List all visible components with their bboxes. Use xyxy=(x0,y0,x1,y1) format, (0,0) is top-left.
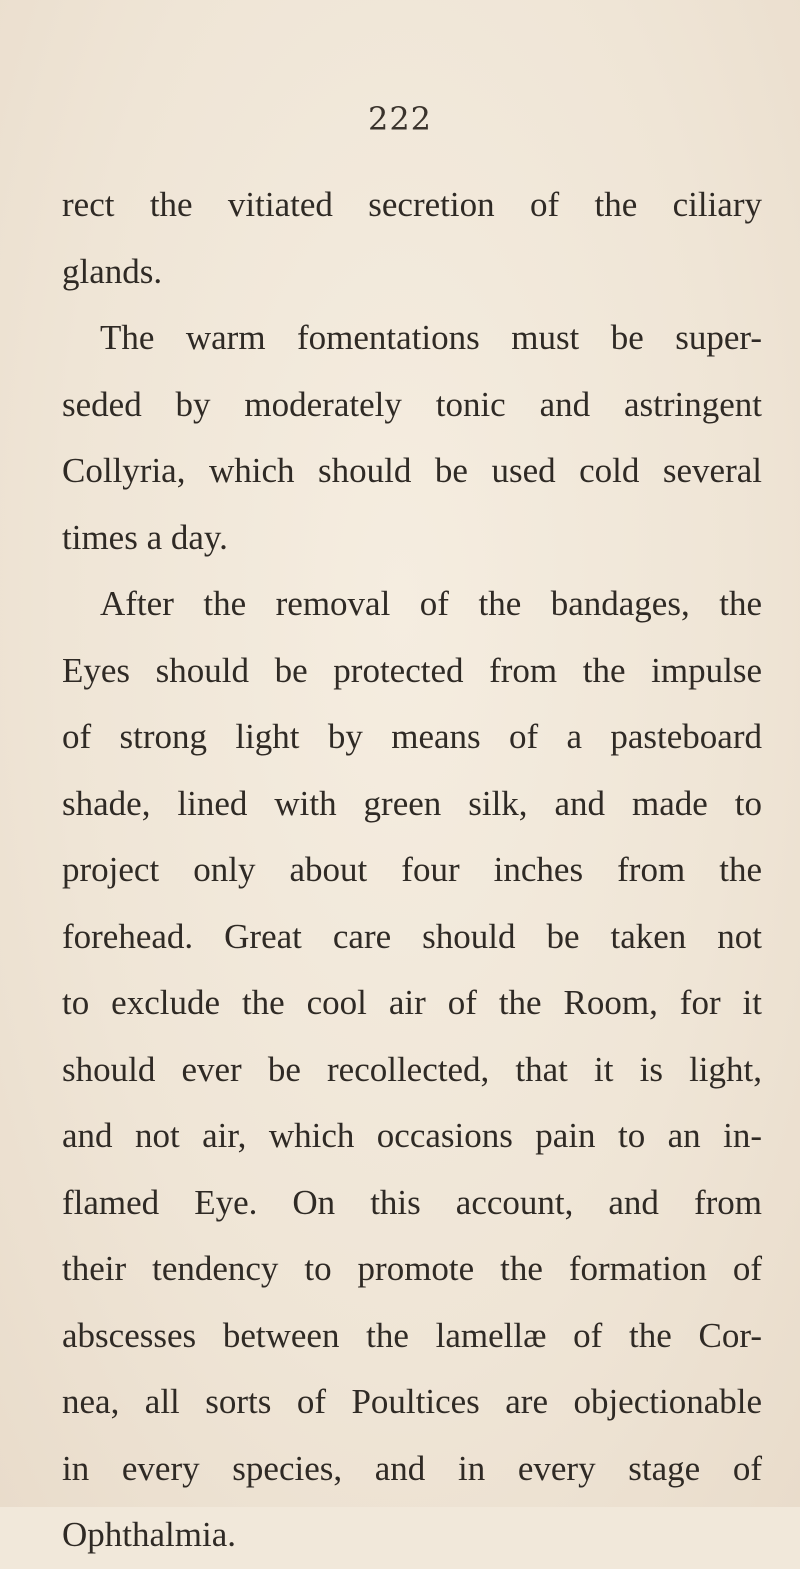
text-line: Eyes should be protected from the impulse xyxy=(62,650,762,690)
text-line: Ophthalmia. xyxy=(62,1515,236,1554)
text-line: in every species, and in every stage of xyxy=(62,1448,762,1488)
text-line: After the removal of the bandages, the xyxy=(100,584,762,623)
text-line: to exclude the cool air of the Room, for it xyxy=(62,983,762,1022)
text-line: should ever be recollected, that it is light, xyxy=(62,1049,762,1089)
text-line: abscesses between the lamellæ of the Cor- xyxy=(62,1315,762,1355)
text-line: forehead. Great care should be taken not xyxy=(62,916,762,956)
text-line: nea, all sorts of Poultices are objectionable xyxy=(62,1382,762,1421)
text-line: seded by moderately tonic and astringent xyxy=(62,384,762,424)
text-line: their tendency to promote the formation of xyxy=(62,1249,762,1288)
text-line: of strong light by means of a pasteboard xyxy=(62,717,762,756)
text-line: times a day. xyxy=(62,517,228,557)
text-line: project only about four inches from the xyxy=(62,850,762,889)
text-line: glands. xyxy=(62,251,163,291)
text-line: The warm fomentations must be super- xyxy=(100,318,762,357)
text-line: rect the vitiated secretion of the ciliary xyxy=(62,185,762,224)
text-line: flamed Eye. On this account, and from xyxy=(62,1182,762,1222)
text-line: shade, lined with green silk, and made to xyxy=(62,783,762,823)
page-number: 222 xyxy=(367,100,433,138)
text-line: Collyria, which should be used cold several xyxy=(62,451,762,490)
text-line: and not air, which occasions pain to an in- xyxy=(62,1116,762,1155)
body-text xyxy=(62,172,762,1569)
